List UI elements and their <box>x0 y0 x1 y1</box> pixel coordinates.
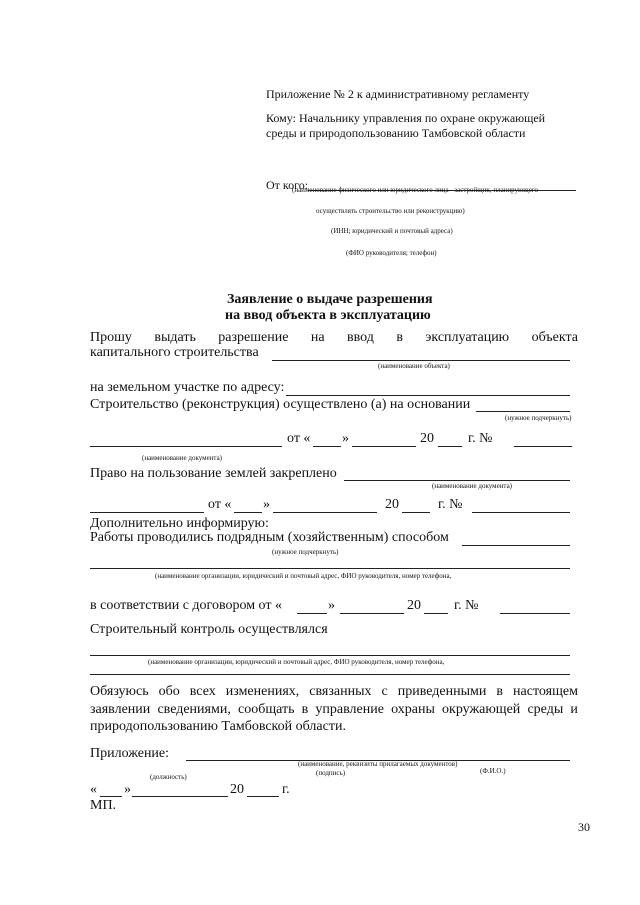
day-field-1[interactable] <box>313 446 341 447</box>
obligation-word: с <box>381 684 388 699</box>
from-caption-3: (ИНН; юридический и почтовый адреса) <box>331 227 453 235</box>
request-word: в <box>396 330 403 345</box>
construction-basis-label: Строительство (реконструкция) осуществлено (а) на основании <box>90 397 471 412</box>
year-prefix-1: 20 <box>420 431 434 446</box>
page-number: 30 <box>578 820 590 834</box>
document-name-field-2[interactable] <box>90 512 204 513</box>
obligation-word: управление <box>315 702 384 717</box>
signature-caption: (подпись) <box>316 769 346 777</box>
year-suffix: г. <box>282 782 290 797</box>
organization-field-2[interactable] <box>90 655 570 656</box>
obligation-word: обо <box>158 684 180 699</box>
request-word: на <box>310 330 325 345</box>
obligation-word: среды <box>527 702 564 717</box>
supervision-label: Строительный контроль осуществлялся <box>90 622 328 637</box>
obligation-word: всех <box>189 684 216 699</box>
from-caption-2: осуществлять строительство или реконструкцию) <box>316 207 465 215</box>
capital-construction-label: капитального строительства <box>90 345 259 360</box>
land-address-field[interactable] <box>286 395 570 396</box>
obligation-word: связанных <box>309 684 372 699</box>
number-label-2: г. № <box>438 497 463 512</box>
obligation-word: приведенными <box>397 684 487 699</box>
number-field-1[interactable] <box>514 446 572 447</box>
request-line <box>90 330 578 346</box>
obligation-word: окружающей <box>442 702 521 717</box>
contract-day-field[interactable] <box>297 613 327 614</box>
day-field-2[interactable] <box>234 512 262 513</box>
contract-label: в соответствии с договором от « <box>90 598 282 613</box>
from-caption-1: (наименование физического или юридического лица - застройщик, планирующего <box>292 186 538 194</box>
month-field-1[interactable] <box>352 446 416 447</box>
date-from-label-2: от « <box>208 497 232 512</box>
contract-number-field[interactable] <box>500 613 570 614</box>
attachment-label: Приложение: <box>90 746 170 761</box>
appendix-note: Приложение № 2 к административному регламенту <box>266 87 530 101</box>
document-title-line-2: на ввод объекта в эксплуатацию <box>225 308 431 323</box>
contract-month-field[interactable] <box>340 613 404 614</box>
date-close-quote-2: » <box>263 497 270 512</box>
signing-month-field[interactable] <box>132 796 228 797</box>
request-word: ввод <box>347 330 374 345</box>
organization-field-3[interactable] <box>90 674 570 675</box>
year-field-1[interactable] <box>438 446 462 447</box>
month-field-2[interactable] <box>273 512 377 513</box>
year-prefix-2: 20 <box>385 497 399 512</box>
contract-year-field[interactable] <box>424 613 448 614</box>
from-caption-4: (ФИО руководителя; телефон) <box>346 249 437 257</box>
number-label-1: г. № <box>468 431 493 446</box>
document-caption-2: (наименование документа) <box>432 482 513 490</box>
document-caption-1: (наименование документа) <box>142 454 223 462</box>
request-word: эксплуатацию <box>425 330 510 345</box>
obligation-line-2 <box>90 702 578 718</box>
obligation-word: сообщать <box>238 702 295 717</box>
position-caption: (должность) <box>150 773 187 781</box>
obligation-word: настоящем <box>513 684 578 699</box>
signing-day-field[interactable] <box>100 796 122 797</box>
request-word: Прошу <box>90 330 132 345</box>
underline-caption-2: (нужное подчеркнуть) <box>272 548 339 556</box>
obligation-word: и <box>570 702 578 717</box>
obligation-word: охраны <box>391 702 435 717</box>
obligation-word: заявлении <box>90 702 151 717</box>
works-method-label: Работы проводились подрядным (хозяйственным) способом <box>90 530 449 545</box>
recipient-line-2: среды и природопользованию Тамбовской области <box>266 126 526 140</box>
works-method-field[interactable] <box>462 545 570 546</box>
land-right-label: Право на пользование землей закреплено <box>90 466 337 481</box>
date-close-quote: » <box>124 782 131 797</box>
date-open-quote: « <box>90 782 97 797</box>
construction-basis-field[interactable] <box>476 411 570 412</box>
signing-year-prefix: 20 <box>230 782 244 797</box>
obligation-word: в <box>496 684 504 699</box>
obligation-word: Обязуюсь <box>90 684 149 699</box>
number-field-2[interactable] <box>472 512 570 513</box>
contract-close-quote: » <box>328 598 335 613</box>
organization-caption-1: (наименование организации, юридический и почтовый адрес, ФИО руководителя, номер телефона, <box>155 572 452 580</box>
from-label: От кого: <box>266 178 309 192</box>
date-close-quote-1: » <box>342 431 349 446</box>
request-word: выдать <box>154 330 196 345</box>
obligation-line-3: природопользованию Тамбовской области. <box>90 719 346 734</box>
signing-year-field[interactable] <box>247 796 279 797</box>
land-right-field[interactable] <box>344 480 570 481</box>
organization-caption-2: (наименование организации, юридический и почтовый адрес, ФИО руководителя, номер телефона, <box>148 658 445 666</box>
request-word: объекта <box>531 330 578 345</box>
recipient-line-1: Кому: Начальнику управления по охране окружающей <box>266 111 546 125</box>
attachment-caption: (наименование, реквизиты прилагаемых документов) <box>298 760 458 768</box>
organization-field-1[interactable] <box>90 568 570 569</box>
underline-caption-1: (нужное подчеркнуть) <box>505 414 572 422</box>
obligation-word: в <box>301 702 309 717</box>
year-field-2[interactable] <box>402 512 430 513</box>
obligation-line-1 <box>90 684 578 700</box>
additional-info-label: Дополнительно информирую: <box>90 516 269 531</box>
land-plot-label: на земельном участке по адресу: <box>90 380 285 395</box>
document-name-field-1[interactable] <box>90 446 282 447</box>
document-title-line-1: Заявление о выдаче разрешения <box>227 292 433 307</box>
stamp-place: МП. <box>90 798 117 813</box>
obligation-word: изменениях, <box>225 684 300 699</box>
contract-year-prefix: 20 <box>407 598 421 613</box>
object-caption: (наименование объекта) <box>378 362 450 370</box>
obligation-word: сведениями, <box>157 702 231 717</box>
object-name-field[interactable] <box>272 360 570 361</box>
date-from-label-1: от « <box>287 431 311 446</box>
request-word: разрешение <box>218 330 289 345</box>
contract-number-label: г. № <box>454 598 479 613</box>
fio-caption: (Ф.И.О.) <box>480 767 506 775</box>
